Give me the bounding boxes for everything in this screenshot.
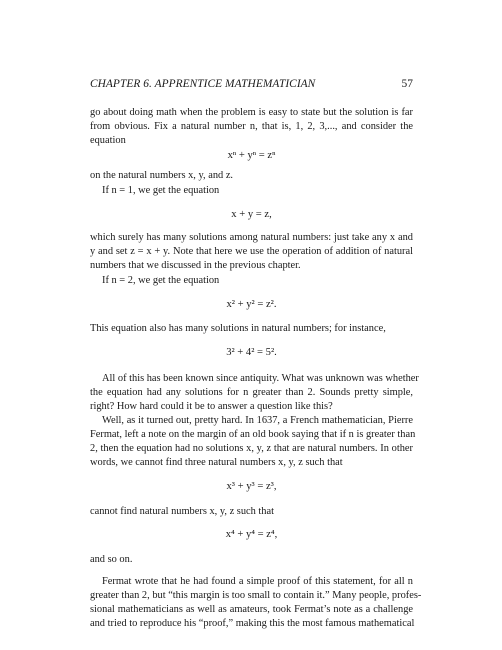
equation-n1: x + y = z, <box>231 209 272 220</box>
text-line: from obvious. Fix a natural number n, that is, 1, 2, 3,..., and consider the <box>90 121 413 132</box>
text-line: If n = 2, we get the equation <box>102 275 220 286</box>
text-line: y and set z = x + y. Note that here we use the operation of addition of natural <box>90 246 413 257</box>
chapter-title: CHAPTER 6. APPRENTICE MATHEMATICIAN <box>90 78 316 90</box>
equation-example: 3² + 4² = 5². <box>226 347 277 358</box>
text-line: go about doing math when the problem is easy to state but the solution is far <box>90 107 413 118</box>
text-line: sional mathematicians as well as amateurs, took Fermat’s note as a challenge <box>90 604 413 615</box>
text-line: Well, as it turned out, pretty hard. In 1637, a French mathematician, Pierre <box>102 415 413 426</box>
text-line: numbers that we discussed in the previous chapter. <box>90 260 301 271</box>
equation-n2: x² + y² = z². <box>226 299 277 310</box>
text-line: cannot find natural numbers x, y, z such that <box>90 506 274 517</box>
text-line: the equation had any solutions for n greater than 2. Sounds pretty simple, <box>90 387 413 398</box>
equation-fermat-general: xⁿ + yⁿ = zⁿ <box>227 150 276 161</box>
equation-n3: x³ + y³ = z³, <box>226 481 277 492</box>
text-line: This equation also has many solutions in natural numbers; for instance, <box>90 323 386 334</box>
text-line: equation <box>90 135 126 146</box>
page-number: 57 <box>401 78 413 90</box>
text-line: and tried to reproduce his “proof,” making this the most famous mathematical <box>90 618 415 629</box>
text-line: words, we cannot find three natural numbers x, y, z such that <box>90 457 343 468</box>
text-line: greater than 2, but “this margin is too small to contain it.” Many people, profes- <box>90 590 422 601</box>
running-header <box>90 78 413 94</box>
text-line: If n = 1, we get the equation <box>102 185 220 196</box>
text-line: and so on. <box>90 554 133 565</box>
equation-n4: x⁴ + y⁴ = z⁴, <box>225 529 278 540</box>
text-line: which surely has many solutions among natural numbers: just take any x and <box>90 232 413 243</box>
text-line: Fermat, left a note on the margin of an old book saying that if n is greater than <box>90 429 416 440</box>
text-line: on the natural numbers x, y, and z. <box>90 170 234 181</box>
text-line: Fermat wrote that he had found a simple proof of this statement, for all n <box>102 576 413 587</box>
text-line: 2, then the equation had no solutions x, y, z that are natural numbers. In other <box>90 443 413 454</box>
text-line: All of this has been known since antiquity. What was unknown was whether <box>102 373 419 384</box>
text-line: right? How hard could it be to answer a question like this? <box>90 401 333 412</box>
